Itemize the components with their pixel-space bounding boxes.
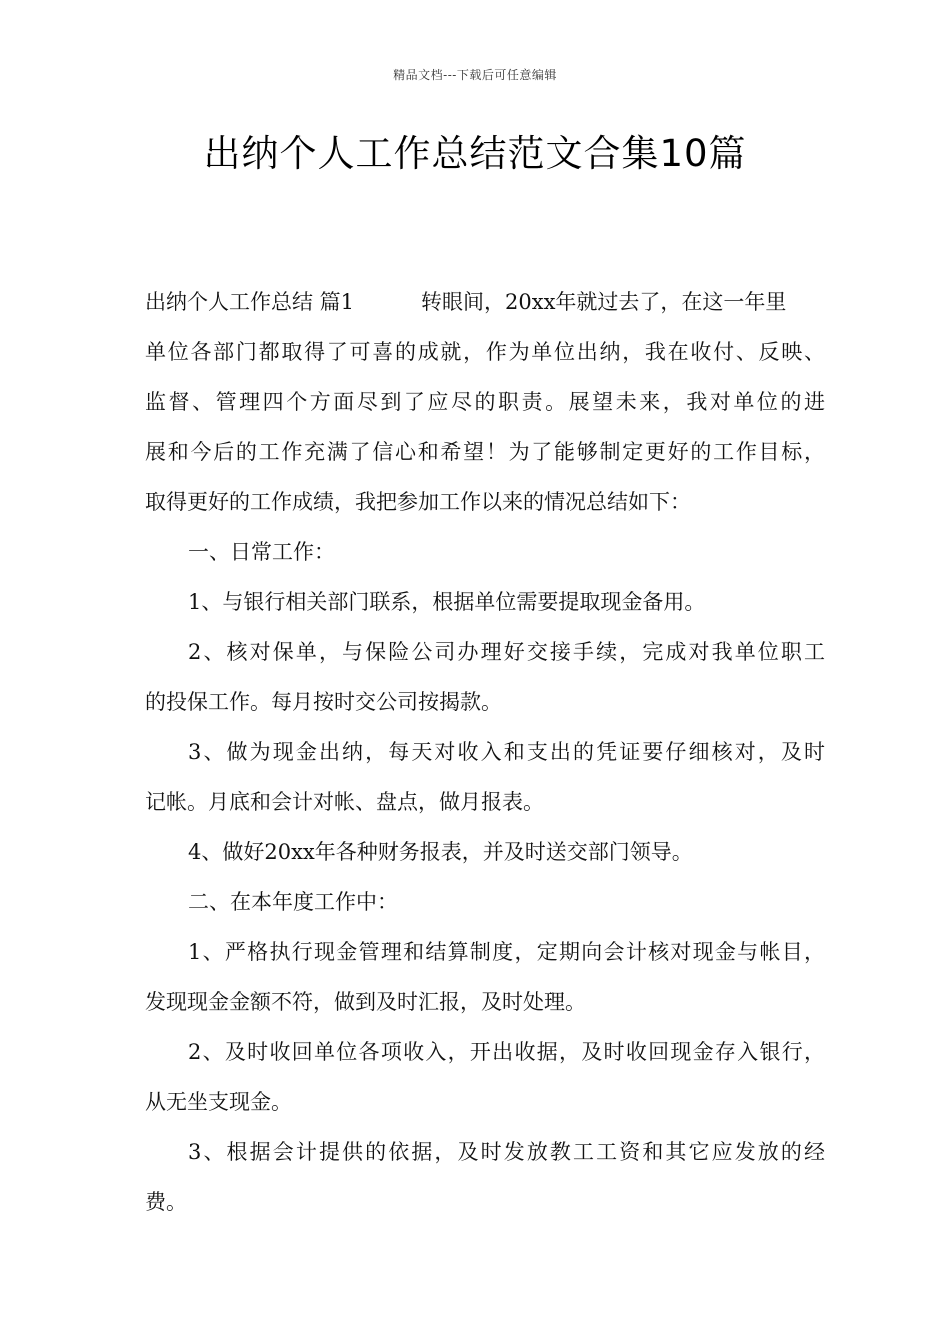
list-item: 2、及时收回单位各项收入，开出收据，及时收回现金存入银行， bbox=[188, 1040, 825, 1064]
paragraph-line: 展和今后的工作充满了信心和希望！为了能够制定更好的工作目标， bbox=[145, 440, 825, 464]
list-item: 3、做为现金出纳，每天对收入和支出的凭证要仔细核对，及时 bbox=[188, 740, 825, 764]
section-heading: 一、日常工作： bbox=[188, 540, 335, 564]
intro-first-line bbox=[145, 282, 825, 332]
list-item-continuation: 从无坐支现金。 bbox=[145, 1090, 292, 1114]
list-item-continuation: 记帐。月底和会计对帐、盘点，做月报表。 bbox=[145, 790, 544, 814]
document-title: 出纳个人工作总结范文合集10篇 bbox=[203, 132, 747, 175]
list-item-continuation: 发现现金金额不符，做到及时汇报，及时处理。 bbox=[145, 990, 586, 1014]
page-header: 精品文档---下载后可任意编辑 bbox=[393, 68, 557, 82]
list-item: 3、根据会计提供的依据，及时发放教工工资和其它应发放的经 bbox=[188, 1140, 825, 1164]
list-item: 1、与银行相关部门联系，根据单位需要提取现金备用。 bbox=[188, 590, 706, 614]
list-item-continuation: 费。 bbox=[145, 1190, 187, 1214]
list-item-continuation: 的投保工作。每月按时交公司按揭款。 bbox=[145, 690, 502, 714]
section-label: 出纳个人工作总结 篇1 bbox=[145, 290, 355, 314]
intro-first-line-text: 转眼间，20xx年就过去了，在这一年里 bbox=[421, 290, 787, 314]
list-item: 4、做好20xx年各种财务报表，并及时送交部门领导。 bbox=[188, 840, 693, 864]
section-heading: 二、在本年度工作中： bbox=[188, 890, 398, 914]
paragraph-line: 监督、管理四个方面尽到了应尽的职责。展望未来，我对单位的进 bbox=[145, 390, 825, 414]
list-item: 2、核对保单，与保险公司办理好交接手续，完成对我单位职工 bbox=[188, 640, 825, 664]
document-body bbox=[145, 282, 825, 1232]
paragraph-line: 单位各部门都取得了可喜的成就，作为单位出纳，我在收付、反映、 bbox=[145, 340, 825, 364]
paragraph-line: 取得更好的工作成绩，我把参加工作以来的情况总结如下： bbox=[145, 490, 691, 514]
list-item: 1、严格执行现金管理和结算制度，定期向会计核对现金与帐目， bbox=[188, 940, 825, 964]
